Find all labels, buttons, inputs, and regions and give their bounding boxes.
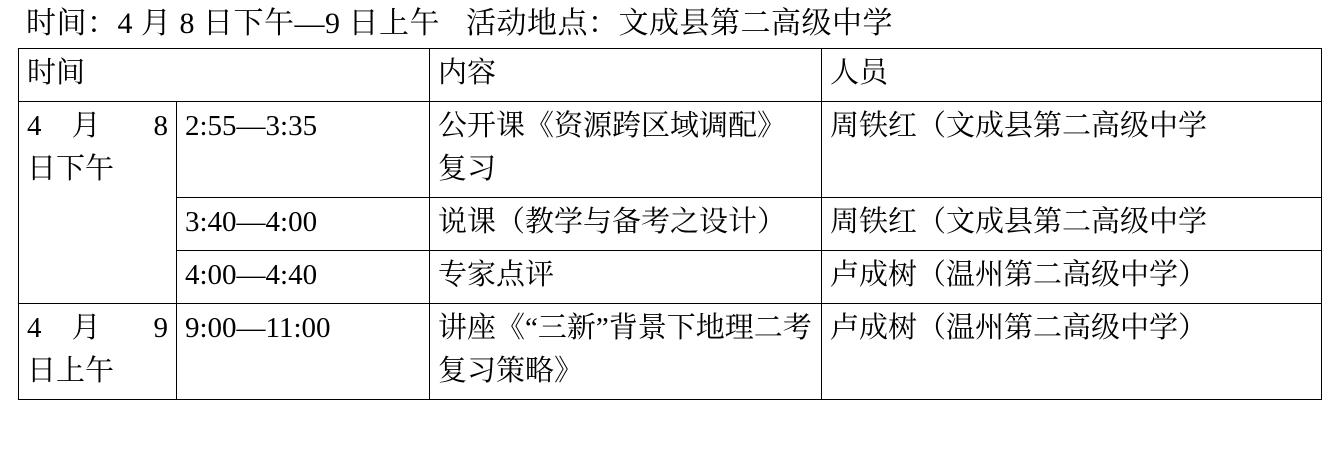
day-cell-line-2: 日上午 — [27, 355, 115, 387]
content-cell: 公开课《资源跨区域调配》复习 — [430, 102, 822, 198]
table-row — [19, 102, 1322, 198]
schedule-table — [18, 48, 1322, 400]
people-cell: 周铁红（文成县第二高级中学 — [822, 102, 1322, 198]
headline-time: 时间：4 月 8 日下午—9 日上午 — [26, 7, 440, 40]
column-header-content: 内容 — [430, 49, 822, 102]
time-cell: 4:00—4:40 — [177, 251, 430, 304]
day-cell-line-2: 日下午 — [27, 153, 115, 185]
content-cell: 专家点评 — [430, 251, 822, 304]
time-cell: 9:00—11:00 — [177, 304, 430, 400]
column-header-people: 人员 — [822, 49, 1322, 102]
time-cell: 3:40—4:00 — [177, 198, 430, 251]
document-headline — [18, 0, 1323, 46]
day-cell-line-1: 4 月 9 — [27, 312, 168, 344]
day-cell-apr8 — [19, 102, 177, 304]
table-row — [19, 198, 1322, 251]
people-cell: 卢成树（温州第二高级中学） — [822, 304, 1322, 400]
content-cell: 说课（教学与备考之设计） — [430, 198, 822, 251]
column-header-time: 时间 — [19, 49, 430, 102]
people-cell: 周铁红（文成县第二高级中学 — [822, 198, 1322, 251]
people-cell: 卢成树（温州第二高级中学） — [822, 251, 1322, 304]
day-cell-line-1: 4 月 8 — [27, 110, 168, 142]
content-cell: 讲座《“三新”背景下地理二考复习策略》 — [430, 304, 822, 400]
table-row — [19, 304, 1322, 400]
time-cell: 2:55—3:35 — [177, 102, 430, 198]
headline-place: 活动地点：文成县第二高级中学 — [466, 7, 893, 40]
table-row — [19, 251, 1322, 304]
day-cell-apr9 — [19, 304, 177, 400]
table-header-row — [19, 49, 1322, 102]
